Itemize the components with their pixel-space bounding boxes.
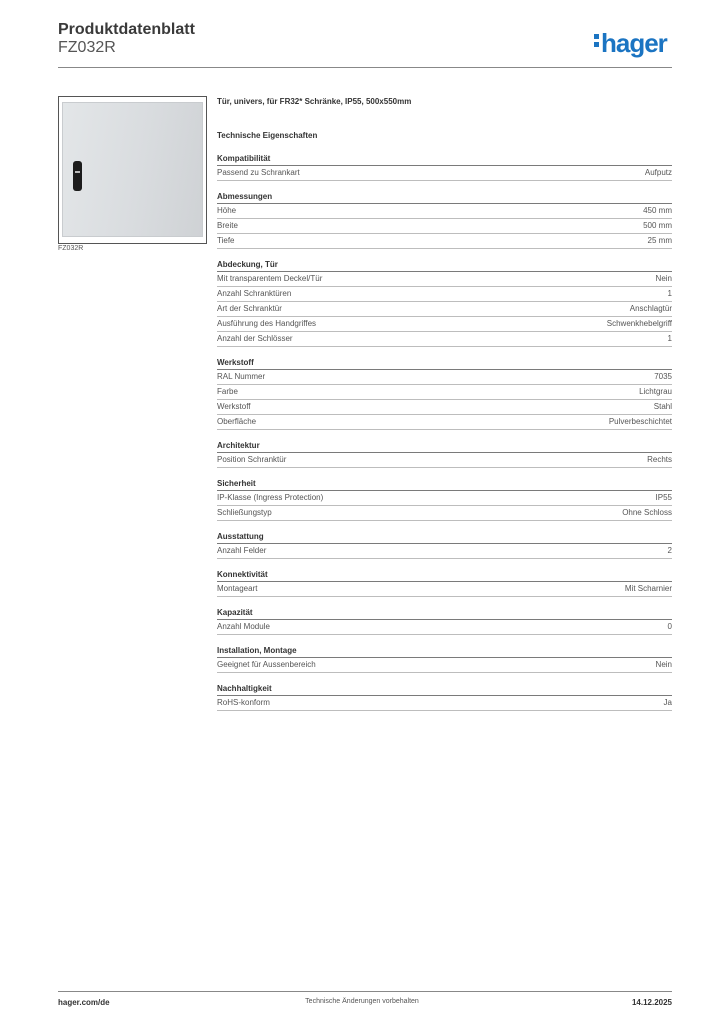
spec-value: 7035: [654, 372, 672, 381]
spec-row: [217, 453, 672, 468]
spec-label: Werkstoff: [217, 402, 251, 411]
spec-section: [217, 259, 672, 347]
spec-value: 1: [667, 334, 672, 343]
section-title: Kompatibilität: [217, 153, 672, 166]
spec-value: Nein: [655, 660, 672, 669]
spec-row: [217, 400, 672, 415]
spec-label: Geeignet für Aussenbereich: [217, 660, 316, 669]
spec-label: Farbe: [217, 387, 238, 396]
spec-label: Ausführung des Handgriffes: [217, 319, 317, 328]
section-title: Abdeckung, Tür: [217, 259, 672, 272]
spec-label: Position Schranktür: [217, 455, 287, 464]
spec-label: IP-Klasse (Ingress Protection): [217, 493, 324, 502]
section-title: Konnektivität: [217, 569, 672, 582]
spec-value: Mit Scharnier: [624, 584, 672, 593]
spec-value: 450 mm: [643, 206, 672, 215]
section-title: Werkstoff: [217, 357, 672, 370]
spec-row: [217, 620, 672, 635]
spec-label: Breite: [217, 221, 238, 230]
spec-label: RAL Nummer: [217, 372, 266, 381]
spec-section: [217, 607, 672, 635]
section-title: Ausstattung: [217, 531, 672, 544]
section-title: Abmessungen: [217, 191, 672, 204]
spec-value: Ja: [663, 698, 672, 707]
spec-label: Anzahl Felder: [217, 546, 267, 555]
section-title: Kapazität: [217, 607, 672, 620]
spec-row: [217, 234, 672, 249]
cabinet-door-illustration: [62, 102, 203, 237]
spec-value: Rechts: [647, 455, 672, 464]
spec-row: [217, 415, 672, 430]
spec-label: Anzahl Schranktüren: [217, 289, 292, 298]
spec-row: [217, 491, 672, 506]
spec-row: [217, 219, 672, 234]
image-caption: FZ032R: [58, 245, 84, 252]
spec-section: [217, 531, 672, 559]
spec-value: 25 mm: [647, 236, 672, 245]
spec-value: Stahl: [653, 402, 672, 411]
footer-date: 14.12.2025: [631, 998, 672, 1007]
spec-value: Lichtgrau: [639, 387, 672, 396]
spec-label: RoHS-konform: [217, 698, 270, 707]
footer-notice: Technische Änderungen vorbehalten: [305, 998, 419, 1005]
spec-row: [217, 287, 672, 302]
section-title: Architektur: [217, 440, 672, 453]
spec-section: [217, 478, 672, 521]
product-image: [58, 96, 207, 244]
spec-label: Anzahl Module: [217, 622, 270, 631]
logo-text: hager: [601, 28, 667, 58]
spec-section: [217, 440, 672, 468]
spec-label: Anzahl der Schlösser: [217, 334, 293, 343]
spec-row: [217, 544, 672, 559]
footer-website-link[interactable]: hager.com/de: [58, 998, 110, 1007]
spec-label: Höhe: [217, 206, 237, 215]
spec-value: Ohne Schloss: [622, 508, 672, 517]
spec-value: 2: [667, 546, 672, 555]
spec-value: Schwenkhebelgriff: [606, 319, 672, 328]
spec-row: [217, 506, 672, 521]
section-title: Sicherheit: [217, 478, 672, 491]
spec-value: 0: [667, 622, 672, 631]
spec-label: Mit transparentem Deckel/Tür: [217, 274, 323, 283]
spec-content: [217, 95, 672, 711]
hager-logo[interactable]: [594, 28, 667, 59]
spec-row: [217, 166, 672, 181]
spec-row: [217, 302, 672, 317]
spec-value: IP55: [655, 493, 672, 502]
spec-row: [217, 272, 672, 287]
spec-label: Oberfläche: [217, 417, 257, 426]
header-divider: [58, 67, 672, 68]
spec-value: Nein: [655, 274, 672, 283]
spec-value: Aufputz: [644, 168, 672, 177]
section-title: Nachhaltigkeit: [217, 683, 672, 696]
spec-section: [217, 357, 672, 430]
spec-value: 1: [667, 289, 672, 298]
section-title: Installation, Montage: [217, 645, 672, 658]
spec-value: 500 mm: [643, 221, 672, 230]
spec-section: [217, 153, 672, 181]
spec-section: [217, 191, 672, 249]
door-handle-icon: [73, 161, 82, 191]
spec-label: Art der Schranktür: [217, 304, 282, 313]
spec-row: [217, 370, 672, 385]
product-description: Tür, univers, für FR32* Schränke, IP55, 500x550mm: [217, 97, 412, 106]
spec-row: [217, 582, 672, 597]
spec-row: [217, 317, 672, 332]
spec-label: Montageart: [217, 584, 258, 593]
spec-row: [217, 696, 672, 711]
spec-row: [217, 204, 672, 219]
logo-dots-icon: [594, 34, 599, 50]
spec-row: [217, 385, 672, 400]
footer-divider: [58, 991, 672, 992]
spec-section: [217, 569, 672, 597]
spec-label: Passend zu Schrankart: [217, 168, 300, 177]
tech-properties-heading: Technische Eigenschaften: [217, 131, 318, 140]
spec-value: Anschlagtür: [629, 304, 672, 313]
spec-section: [217, 683, 672, 711]
spec-row: [217, 332, 672, 347]
spec-value: Pulverbeschichtet: [608, 417, 672, 426]
spec-label: Tiefe: [217, 236, 235, 245]
spec-section: [217, 645, 672, 673]
page-title: Produktdatenblatt: [58, 21, 195, 38]
spec-label: Schließungstyp: [217, 508, 272, 517]
product-code: FZ032R: [58, 39, 116, 56]
spec-row: [217, 658, 672, 673]
spec-sections: [217, 153, 672, 711]
